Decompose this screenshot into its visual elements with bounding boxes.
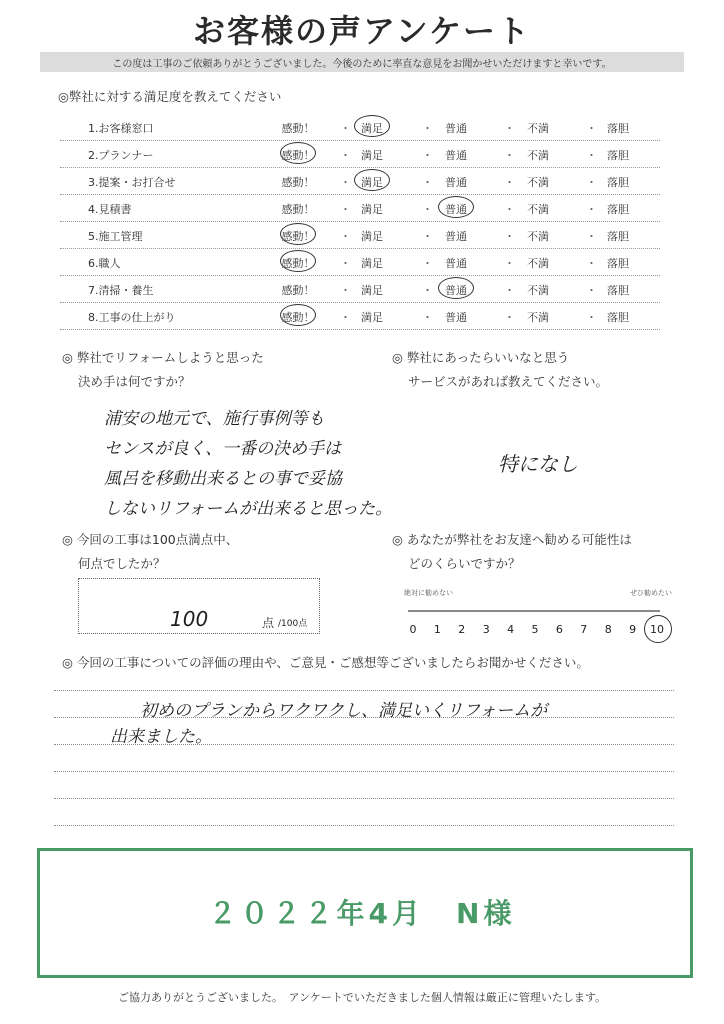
page-subtitle: この度は工事のご依頼ありがとうございました。今後のために率直な意見をお聞かせいただけますと幸いです。	[112, 59, 612, 70]
satisfaction-option[interactable]: 感動！	[281, 176, 315, 189]
decision-answer	[104, 404, 392, 524]
recommend-tick[interactable]: 9	[629, 623, 637, 636]
satisfaction-item-label: 3.提案・お打合せ	[88, 176, 176, 189]
option-separator: ・	[422, 203, 433, 216]
page-title: お客様の声アンケート	[192, 12, 532, 50]
satisfaction-option[interactable]: 落胆	[607, 176, 629, 189]
option-separator: ・	[422, 257, 433, 270]
satisfaction-item-label: 4.見積書	[88, 203, 132, 216]
satisfaction-row	[60, 222, 660, 249]
score-unit: 点	[262, 616, 275, 630]
satisfaction-option[interactable]: 落胆	[607, 257, 629, 270]
option-separator: ・	[586, 230, 597, 243]
satisfaction-row	[60, 276, 660, 303]
customer-label: ２０２２年4月 N様	[208, 897, 516, 930]
satisfaction-option[interactable]: 不満	[527, 122, 549, 135]
satisfaction-option[interactable]: 落胆	[607, 203, 629, 216]
option-separator: ・	[422, 284, 433, 297]
score-value: 100	[170, 607, 209, 631]
satisfaction-option[interactable]: 普通	[445, 203, 467, 216]
selection-circle	[438, 196, 474, 218]
satisfaction-item-label: 8.工事の仕上がり	[88, 311, 176, 324]
satisfaction-row	[60, 195, 660, 222]
recommend-tick[interactable]: 4	[507, 623, 515, 636]
option-separator: ・	[340, 203, 351, 216]
score-max: /100点	[278, 619, 308, 629]
satisfaction-option[interactable]: 満足	[361, 284, 383, 297]
selection-circle	[280, 250, 316, 272]
option-separator: ・	[586, 311, 597, 324]
service-heading-line2: サービスがあれば教えてください。	[408, 374, 609, 389]
option-separator: ・	[340, 122, 351, 135]
decision-heading-line2: 決め手は何ですか？	[78, 374, 191, 389]
satisfaction-option[interactable]: 感動！	[281, 284, 315, 297]
decision-answer-line: 風呂を移動出来るとの事で妥協	[104, 469, 342, 489]
satisfaction-option[interactable]: 普通	[445, 257, 467, 270]
satisfaction-option[interactable]: 落胆	[607, 311, 629, 324]
recommend-scale-line	[408, 610, 660, 612]
satisfaction-item-label: 5.施工管理	[88, 230, 143, 243]
option-separator: ・	[586, 176, 597, 189]
satisfaction-option[interactable]: 普通	[445, 122, 467, 135]
recommend-tick[interactable]: 8	[604, 623, 612, 636]
option-separator: ・	[586, 122, 597, 135]
recommend-tick[interactable]: 0	[409, 623, 417, 636]
option-separator: ・	[504, 311, 515, 324]
selection-circle	[354, 115, 390, 137]
satisfaction-option[interactable]: 満足	[361, 230, 383, 243]
option-separator: ・	[340, 230, 351, 243]
satisfaction-row	[60, 249, 660, 276]
satisfaction-option[interactable]: 感動！	[281, 230, 315, 243]
comment-line	[54, 798, 674, 800]
comments-answer-line2: 出来ました。	[110, 727, 212, 747]
option-separator: ・	[340, 311, 351, 324]
satisfaction-option[interactable]: 普通	[445, 230, 467, 243]
selection-circle	[438, 277, 474, 299]
option-separator: ・	[586, 284, 597, 297]
satisfaction-option[interactable]: 普通	[445, 176, 467, 189]
satisfaction-option[interactable]: 不満	[527, 149, 549, 162]
option-separator: ・	[586, 203, 597, 216]
satisfaction-item-label: 1.お客様窓口	[88, 122, 154, 135]
comment-line	[54, 690, 674, 692]
satisfaction-option[interactable]: 不満	[527, 230, 549, 243]
service-heading	[392, 346, 608, 394]
satisfaction-option[interactable]: 不満	[527, 203, 549, 216]
option-separator: ・	[504, 284, 515, 297]
decision-answer-line: 浦安の地元で、施行事例等も	[104, 409, 325, 429]
satisfaction-item-label: 6.職人	[88, 257, 121, 270]
decision-heading-line1: ◎ 弊社でリフォームしようと思った	[62, 350, 264, 365]
comment-line	[54, 825, 674, 827]
decision-heading	[62, 346, 264, 394]
satisfaction-option[interactable]: 普通	[445, 311, 467, 324]
option-separator: ・	[422, 176, 433, 189]
satisfaction-option[interactable]: 落胆	[607, 122, 629, 135]
option-separator: ・	[504, 176, 515, 189]
recommend-low-label: 絶対に勧めない	[404, 589, 453, 597]
option-separator: ・	[504, 230, 515, 243]
score-heading	[62, 528, 238, 576]
option-separator: ・	[340, 176, 351, 189]
satisfaction-row	[60, 303, 660, 330]
recommend-heading-line2: どのくらいですか？	[408, 556, 521, 571]
service-answer: 特になし	[498, 452, 578, 476]
selection-circle	[644, 615, 672, 643]
satisfaction-option[interactable]: 落胆	[607, 284, 629, 297]
score-heading-line2: 何点でしたか？	[78, 556, 166, 571]
option-separator: ・	[504, 203, 515, 216]
decision-answer-line: センスが良く、一番の決め手は	[104, 439, 342, 459]
service-heading-line1: ◎ 弊社にあったらいいなと思う	[392, 350, 570, 365]
option-separator: ・	[504, 257, 515, 270]
option-separator: ・	[340, 284, 351, 297]
recommend-tick[interactable]: 7	[580, 623, 588, 636]
satisfaction-option[interactable]: 感動！	[281, 122, 315, 135]
satisfaction-option[interactable]: 満足	[361, 122, 383, 135]
satisfaction-option[interactable]: 感動！	[281, 203, 315, 216]
comment-line	[54, 771, 674, 773]
option-separator: ・	[340, 149, 351, 162]
satisfaction-option[interactable]: 落胆	[607, 230, 629, 243]
satisfaction-option[interactable]: 満足	[361, 257, 383, 270]
satisfaction-option[interactable]: 不満	[527, 311, 549, 324]
satisfaction-item-label: 7.清掃・養生	[88, 284, 154, 297]
satisfaction-row	[60, 141, 660, 168]
satisfaction-option[interactable]: 感動！	[281, 311, 315, 324]
recommend-tick[interactable]: 1	[433, 623, 441, 636]
option-separator: ・	[340, 257, 351, 270]
selection-circle	[280, 304, 316, 326]
option-separator: ・	[422, 122, 433, 135]
satisfaction-option[interactable]: 感動！	[281, 257, 315, 270]
option-separator: ・	[422, 230, 433, 243]
satisfaction-option[interactable]: 感動！	[281, 149, 315, 162]
satisfaction-option[interactable]: 満足	[361, 311, 383, 324]
satisfaction-option[interactable]: 満足	[361, 176, 383, 189]
satisfaction-option[interactable]: 不満	[527, 284, 549, 297]
option-separator: ・	[422, 149, 433, 162]
recommend-tick[interactable]: 5	[531, 623, 539, 636]
satisfaction-option[interactable]: 不満	[527, 257, 549, 270]
satisfaction-option[interactable]: 普通	[445, 284, 467, 297]
comments-answer-line1: 初めのプランからワクワクし、満足いくリフォームが	[140, 701, 548, 721]
option-separator: ・	[586, 149, 597, 162]
recommend-tick[interactable]: 10	[650, 623, 664, 636]
option-separator: ・	[422, 311, 433, 324]
recommend-tick[interactable]: 6	[555, 623, 563, 636]
comments-heading: ◎ 今回の工事についての評価の理由や、ご意見・ご感想等ございましたらお聞かせください。	[62, 655, 589, 670]
recommend-heading-line1: ◎ あなたが弊社をお友達へ勧める可能性は	[392, 532, 632, 547]
satisfaction-heading: ◎弊社に対する満足度を教えてください	[58, 89, 282, 104]
satisfaction-option[interactable]: 落胆	[607, 149, 629, 162]
option-separator: ・	[586, 257, 597, 270]
decision-answer-line: しないリフォームが出来ると思った。	[104, 499, 393, 519]
recommend-high-label: ぜひ勧めたい	[630, 589, 672, 597]
footer-note: ご協力ありがとうございました。 アンケートでいただきました個人情報は厳正に管理いたします。	[118, 991, 606, 1004]
satisfaction-row	[60, 114, 660, 141]
selection-circle	[280, 223, 316, 245]
satisfaction-option[interactable]: 満足	[361, 149, 383, 162]
selection-circle	[354, 169, 390, 191]
recommend-heading	[392, 528, 632, 576]
satisfaction-option[interactable]: 満足	[361, 203, 383, 216]
option-separator: ・	[504, 122, 515, 135]
selection-circle	[280, 142, 316, 164]
satisfaction-option[interactable]: 不満	[527, 176, 549, 189]
option-separator: ・	[504, 149, 515, 162]
recommend-tick[interactable]: 3	[482, 623, 490, 636]
recommend-tick[interactable]: 2	[458, 623, 466, 636]
satisfaction-option[interactable]: 普通	[445, 149, 467, 162]
score-heading-line1: ◎ 今回の工事は100点満点中、	[62, 532, 239, 547]
satisfaction-row	[60, 168, 660, 195]
satisfaction-item-label: 2.プランナー	[88, 149, 154, 162]
